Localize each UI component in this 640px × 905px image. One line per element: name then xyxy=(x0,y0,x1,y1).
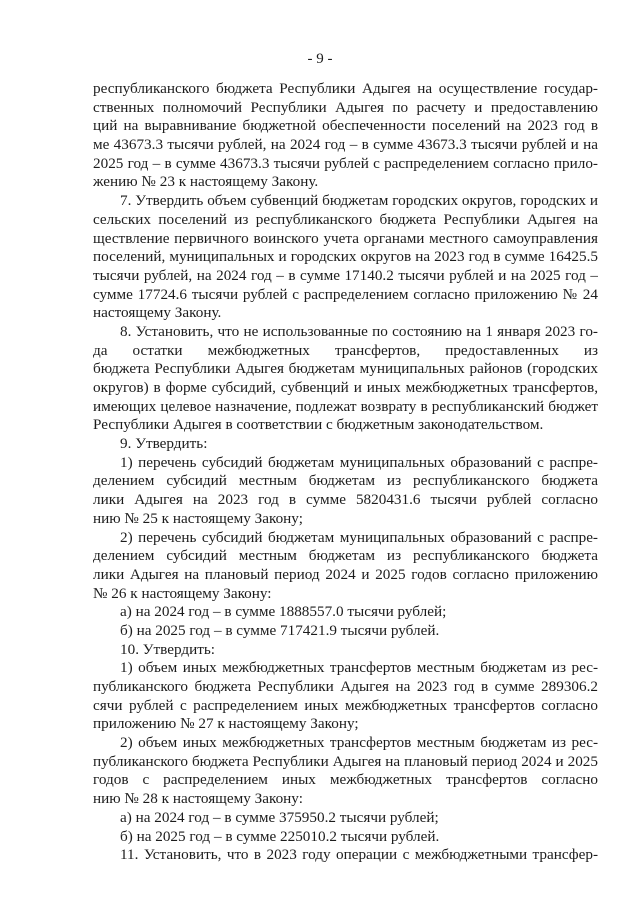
text-line: 11. Установить, что в 2023 году операции с межбюджетными трансфер- xyxy=(120,846,598,864)
text-line: 7. Утвердить объем субвенций бюджетам городских округов, городских и xyxy=(120,192,598,210)
text-line: 9. Утвердить: xyxy=(120,435,208,453)
text-line: публиканского бюджета Республики Адыгея на плановый период 2024 и 2025 xyxy=(93,752,598,770)
text-line: сячи рублей с распределением иных межбюджетных трансфертов согласно xyxy=(93,696,598,714)
text-line: 2) перечень субсидий бюджетам муниципальных образований с распре- xyxy=(120,528,598,546)
text-line: б) на 2025 год – в сумме 717421.9 тысячи рублей. xyxy=(120,621,440,639)
text-line: лики Адыгея на 2023 год в сумме 5820431.6 тысячи рублей согласно xyxy=(93,491,598,509)
text-line: 2) объем иных межбюджетных трансфертов местным бюджетам из рес- xyxy=(120,734,598,752)
text-line: 10. Утвердить: xyxy=(120,640,216,658)
text-line: 1) объем иных межбюджетных трансфертов местным бюджетам из рес- xyxy=(120,659,598,677)
text-line: лики Адыгея на плановый период 2024 и 2025 годов согласно приложению xyxy=(93,565,598,583)
text-line: республиканского бюджета Республики Адыгея на осуществление государ- xyxy=(93,80,598,97)
text-line: делением субсидий местным бюджетам из республиканского бюджета xyxy=(93,472,598,490)
text-line: ций на выравнивание бюджетной обеспеченности поселений на 2023 год в xyxy=(93,117,598,135)
text-line: ществление первичного воинского учета органами местного самоуправления xyxy=(93,229,598,247)
text-line: сельских поселений из республиканского бюджета Республики Адыгея на xyxy=(93,210,598,228)
text-line: округов) в форме субсидий, субвенций и иных межбюджетных трансфертов, xyxy=(93,379,598,396)
text-line: имеющих целевое назначение, подлежат возврату в республиканский бюджет xyxy=(93,397,598,415)
text-line: 1) перечень субсидий бюджетам муниципальных образований с распре- xyxy=(120,453,598,471)
text-line: а) на 2024 год – в сумме 375950.2 тысячи рублей; xyxy=(120,808,439,826)
text-line: нию № 28 к настоящему Закону: xyxy=(93,790,303,808)
text-line: да остатки межбюджетных трансфертов, предоставленных из xyxy=(93,341,598,359)
text-line: бюджета Республики Адыгея бюджетам муниципальных районов (городских xyxy=(93,360,598,378)
text-line: сумме 17724.6 тысячи рублей с распределением согласно приложению № 24 xyxy=(93,285,598,303)
text-line: настоящему Закону. xyxy=(93,304,222,322)
text-line: б) на 2025 год – в сумме 225010.2 тысячи рублей. xyxy=(120,827,440,845)
text-line: тысячи рублей, на 2024 год – в сумме 17140.2 тысячи рублей и на 2025 год – xyxy=(93,266,598,284)
text-line: ме 43673.3 тысячи рублей, на 2024 год – в сумме 43673.3 тысячи рублей и на xyxy=(93,136,598,154)
text-line: 2025 год – в сумме 43673.3 тысячи рублей с распределением согласно прило- xyxy=(93,154,598,172)
text-line: приложению № 27 к настоящему Закону; xyxy=(93,715,359,733)
text-line: публиканского бюджета Республики Адыгея на 2023 год в сумме 289306.2 xyxy=(93,678,598,695)
text-line: годов с распределением иных межбюджетных трансфертов согласно xyxy=(93,771,598,789)
text-line: 8. Установить, что не использованные по состоянию на 1 января 2023 го- xyxy=(120,322,598,340)
text-line: нию № 25 к настоящему Закону; xyxy=(93,509,303,527)
text-line: № 26 к настоящему Закону: xyxy=(93,584,272,602)
text-line: Республики Адыгея в соответствии с бюджетным законодательством. xyxy=(93,416,544,434)
text-line: ственных полномочий Республики Адыгея по расчету и предоставлению xyxy=(93,98,598,116)
text-line: делением субсидий местным бюджетам из республиканского бюджета xyxy=(93,547,598,565)
document-body xyxy=(93,80,598,865)
page-number: - 9 - xyxy=(307,51,333,67)
text-line: а) на 2024 год – в сумме 1888557.0 тысячи рублей; xyxy=(120,603,447,621)
text-line: жению № 23 к настоящему Закону. xyxy=(93,173,319,191)
text-line: поселений, муниципальных и городских округов на 2023 год в сумме 16425.5 xyxy=(93,248,598,266)
